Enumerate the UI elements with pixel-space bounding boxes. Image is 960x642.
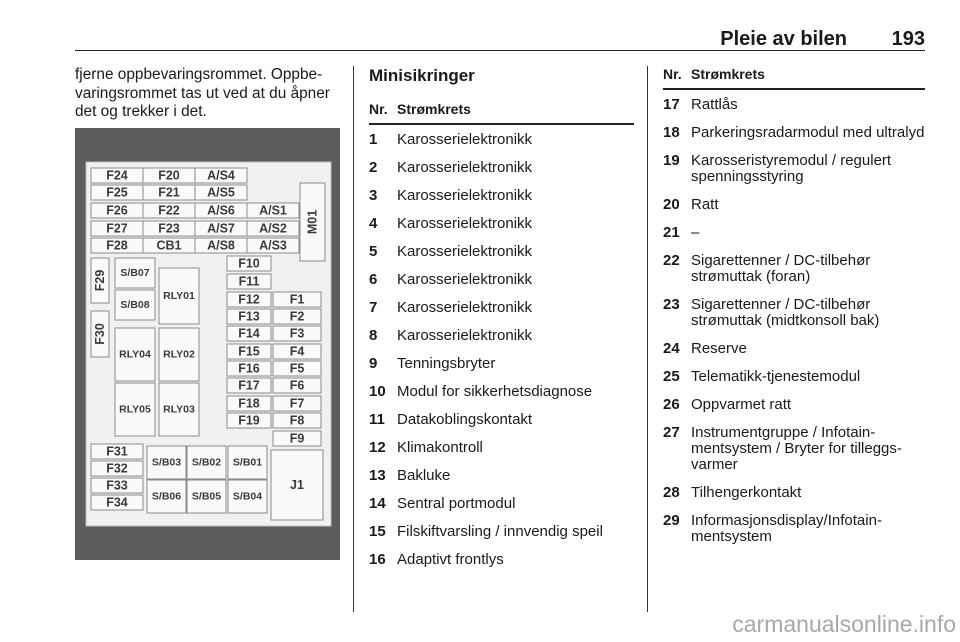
table-row bbox=[369, 412, 634, 428]
table-row bbox=[369, 440, 634, 456]
fuse-label: RLY01 bbox=[163, 290, 195, 302]
table-row bbox=[663, 153, 925, 185]
fuse-label: F13 bbox=[238, 309, 260, 324]
fuse-label: S/B02 bbox=[191, 456, 222, 469]
fuse-label: F33 bbox=[106, 478, 128, 493]
table-row bbox=[369, 188, 634, 204]
row-number: 6 bbox=[369, 271, 378, 288]
fuse-label: A/S6 bbox=[207, 203, 235, 218]
row-number: 14 bbox=[369, 495, 386, 512]
row-circuit: Karosserielektronikk bbox=[397, 327, 533, 344]
fuse-label: S/B03 bbox=[151, 456, 182, 469]
header-nr: Nr. bbox=[369, 101, 388, 117]
table-row bbox=[369, 132, 634, 148]
table-header bbox=[663, 66, 925, 90]
fuse-f2 bbox=[273, 309, 321, 324]
fuse-f19 bbox=[227, 413, 271, 428]
row-circuit: Modul for sikkerhetsdiagnose bbox=[397, 383, 593, 400]
fuse-f32 bbox=[91, 461, 143, 476]
fuse-sb08 bbox=[115, 290, 155, 320]
fuse-label: F4 bbox=[289, 344, 305, 359]
table-row bbox=[663, 253, 925, 285]
table-row bbox=[369, 496, 634, 512]
fuse-label: S/B01 bbox=[232, 456, 263, 469]
row-number: 1 bbox=[369, 131, 378, 148]
row-circuit: Informasjonsdisplay/Infotainmentsystem bbox=[691, 512, 882, 545]
fuse-label: RLY02 bbox=[163, 348, 195, 361]
fuse-as6 bbox=[195, 203, 247, 218]
row-number: 7 bbox=[369, 299, 378, 316]
fuse-sb06 bbox=[147, 480, 186, 513]
header-nr: Nr. bbox=[663, 66, 682, 82]
fuse-f25 bbox=[91, 185, 143, 200]
fuse-label: F26 bbox=[106, 203, 128, 218]
table-row bbox=[369, 272, 634, 288]
row-number: 20 bbox=[663, 196, 680, 213]
row-number: 9 bbox=[369, 355, 378, 372]
row-circuit: Sigarettenner / DC-tilbehør strømuttak (midtkonsoll bak) bbox=[691, 296, 880, 329]
fuse-label: F16 bbox=[238, 361, 260, 376]
fuse-sb03 bbox=[147, 446, 186, 479]
row-circuit: Rattlås bbox=[691, 96, 738, 113]
fuse-label: F29 bbox=[93, 269, 107, 292]
table-row bbox=[663, 97, 925, 113]
fuse-label: F15 bbox=[238, 344, 260, 359]
table-row bbox=[663, 125, 925, 141]
fuse-label: A/S8 bbox=[207, 238, 235, 253]
row-circuit: Reserve bbox=[691, 340, 747, 357]
fuse-label: F19 bbox=[238, 413, 260, 428]
fuse-sb07 bbox=[115, 258, 155, 288]
page-title: Pleie av bilen bbox=[720, 28, 847, 50]
row-number: 19 bbox=[663, 152, 680, 169]
row-circuit: Karosseristyremodul / regulert spenningsstyring bbox=[691, 152, 892, 185]
fuse-f1 bbox=[273, 292, 321, 307]
row-circuit: Karosserielektronikk bbox=[397, 215, 533, 232]
fuse-f4 bbox=[273, 344, 321, 359]
fuse-f6 bbox=[273, 378, 321, 393]
fuse-rly01 bbox=[159, 268, 199, 324]
fuse-table-left bbox=[369, 66, 634, 580]
intro-paragraph: fjerne oppbevaringsrommet. Oppbevaringsrommet tas ut ved at du åpner det og trekker i det. bbox=[75, 66, 330, 120]
row-number: 15 bbox=[369, 523, 386, 540]
fuse-label: A/S2 bbox=[259, 221, 287, 236]
fuse-as2 bbox=[247, 221, 299, 236]
fuse-sb01 bbox=[228, 446, 267, 479]
fuse-f34 bbox=[91, 495, 143, 510]
fuse-f28 bbox=[91, 238, 143, 253]
table-row bbox=[369, 524, 634, 540]
row-number: 25 bbox=[663, 368, 680, 385]
fuse-j1 bbox=[271, 450, 323, 520]
fuse-label: RLY05 bbox=[119, 403, 151, 416]
fuse-label: F2 bbox=[289, 309, 305, 324]
fuse-f17 bbox=[227, 378, 271, 393]
row-number: 8 bbox=[369, 327, 378, 344]
fuse-label: F9 bbox=[289, 431, 305, 446]
fuse-sb02 bbox=[187, 446, 226, 479]
table-row bbox=[369, 328, 634, 344]
row-number: 18 bbox=[663, 124, 680, 141]
fuse-label: F12 bbox=[238, 292, 260, 307]
fuse-label: J1 bbox=[290, 478, 304, 492]
fuse-label: F7 bbox=[289, 396, 305, 411]
table-row bbox=[369, 356, 634, 372]
fuse-label: F8 bbox=[289, 413, 305, 428]
fuse-f9 bbox=[273, 431, 321, 446]
fuse-label: F17 bbox=[238, 378, 260, 393]
fuse-rly04 bbox=[115, 328, 155, 381]
table-row bbox=[369, 552, 634, 568]
table-row bbox=[369, 300, 634, 316]
fuse-f16 bbox=[227, 361, 271, 376]
fuse-label: F20 bbox=[158, 168, 180, 183]
fuse-rly05 bbox=[115, 383, 155, 436]
fuse-label: F34 bbox=[106, 495, 128, 510]
fuse-f5 bbox=[273, 361, 321, 376]
header-circuit: Strømkrets bbox=[397, 101, 471, 117]
fuse-label: A/S1 bbox=[259, 203, 287, 218]
row-circuit: Datakoblingskontakt bbox=[397, 411, 533, 428]
fuse-f15 bbox=[227, 344, 271, 359]
table-row bbox=[369, 244, 634, 260]
fuse-f31 bbox=[91, 444, 143, 459]
row-number: 21 bbox=[663, 224, 680, 241]
row-number: 5 bbox=[369, 243, 378, 260]
fuse-label: S/B05 bbox=[191, 490, 222, 503]
row-circuit: Sentral portmodul bbox=[397, 495, 516, 512]
column-divider bbox=[647, 66, 648, 612]
row-circuit: Telematikk-tjenestemodul bbox=[691, 368, 861, 385]
row-circuit: Tilhengerkontakt bbox=[691, 484, 802, 501]
fuse-label: F24 bbox=[106, 168, 128, 183]
fuse-f14 bbox=[227, 326, 271, 341]
fuse-sb04 bbox=[228, 480, 267, 513]
table-row bbox=[663, 369, 925, 385]
fuse-label: F1 bbox=[289, 292, 305, 307]
table-row bbox=[663, 297, 925, 329]
fuse-sb05 bbox=[187, 480, 226, 513]
row-circuit: Parkeringsradarmodul med ultralyd bbox=[691, 124, 925, 141]
row-circuit: Karosserielektronikk bbox=[397, 159, 533, 176]
header-circuit: Strømkrets bbox=[691, 66, 765, 82]
row-number: 11 bbox=[369, 411, 385, 428]
table-row bbox=[369, 216, 634, 232]
row-number: 23 bbox=[663, 296, 680, 313]
fuse-label: S/B07 bbox=[120, 267, 150, 279]
row-circuit: Klimakontroll bbox=[397, 439, 483, 456]
fusebox-svg bbox=[75, 128, 340, 560]
row-number: 28 bbox=[663, 484, 680, 501]
row-circuit: Ratt bbox=[691, 196, 719, 213]
row-circuit: Adaptivt frontlys bbox=[397, 551, 504, 568]
fuse-f7 bbox=[273, 396, 321, 411]
fuse-f30 bbox=[91, 311, 109, 357]
fuse-label: F28 bbox=[106, 238, 128, 253]
fuse-label: M01 bbox=[305, 209, 320, 235]
fuse-label: RLY03 bbox=[163, 403, 195, 416]
fuse-f23 bbox=[143, 221, 195, 236]
fuse-f24 bbox=[91, 168, 143, 183]
fuse-f27 bbox=[91, 221, 143, 236]
fuse-label: CB1 bbox=[156, 238, 182, 253]
table-row bbox=[369, 468, 634, 484]
fuse-as4 bbox=[195, 168, 247, 183]
table-row bbox=[369, 384, 634, 400]
row-number: 4 bbox=[369, 215, 378, 232]
fuse-label: A/S3 bbox=[259, 238, 287, 253]
row-number: 2 bbox=[369, 159, 378, 176]
fuse-f18 bbox=[227, 396, 271, 411]
fuse-label: F30 bbox=[93, 323, 107, 345]
row-circuit: Oppvarmet ratt bbox=[691, 396, 792, 413]
table-row bbox=[663, 341, 925, 357]
table-header bbox=[369, 101, 634, 125]
row-number: 27 bbox=[663, 424, 680, 441]
fuse-label: F22 bbox=[158, 203, 180, 218]
row-circuit: Instrumentgruppe / Infotainmentsystem / Bryter for tilleggsvarmer bbox=[691, 424, 902, 473]
fuse-label: F18 bbox=[238, 396, 260, 411]
fuse-m01 bbox=[300, 183, 325, 261]
fuse-as3 bbox=[247, 238, 299, 253]
fuse-label: RLY04 bbox=[119, 348, 151, 361]
fuse-table-right bbox=[663, 66, 925, 557]
fuse-label: F3 bbox=[289, 326, 305, 341]
table-row bbox=[663, 397, 925, 413]
fuse-label: S/B04 bbox=[232, 490, 263, 503]
fuse-label: F5 bbox=[289, 361, 305, 376]
row-circuit: Bakluke bbox=[397, 467, 451, 484]
row-circuit: Karosserielektronikk bbox=[397, 299, 533, 316]
row-circuit: Karosserielektronikk bbox=[397, 131, 533, 148]
table-row bbox=[663, 197, 925, 213]
row-number: 26 bbox=[663, 396, 680, 413]
fuse-f8 bbox=[273, 413, 321, 428]
fuse-label: F31 bbox=[106, 444, 128, 459]
fuse-label: F27 bbox=[106, 221, 128, 236]
row-number: 22 bbox=[663, 252, 680, 269]
row-circuit: – bbox=[691, 224, 700, 241]
row-circuit: Karosserielektronikk bbox=[397, 243, 533, 260]
table-row bbox=[663, 225, 925, 241]
fuse-cb1 bbox=[143, 238, 195, 253]
page-number: 193 bbox=[891, 28, 925, 50]
fusebox-diagram bbox=[75, 128, 340, 560]
fuse-f26 bbox=[91, 203, 143, 218]
fuse-label: A/S5 bbox=[207, 185, 235, 200]
fuse-label: S/B08 bbox=[120, 299, 150, 311]
fuse-label: F32 bbox=[106, 461, 128, 476]
fuse-label: F14 bbox=[238, 326, 260, 341]
table-row bbox=[369, 160, 634, 176]
column-divider bbox=[353, 66, 354, 612]
fuse-as1 bbox=[247, 203, 299, 218]
fuse-label: S/B06 bbox=[151, 490, 182, 503]
row-number: 24 bbox=[663, 340, 680, 357]
row-number: 29 bbox=[663, 512, 680, 529]
fuse-f11 bbox=[227, 274, 271, 289]
fuse-f3 bbox=[273, 326, 321, 341]
table-row bbox=[663, 485, 925, 501]
fuse-as7 bbox=[195, 221, 247, 236]
row-number: 13 bbox=[369, 467, 386, 484]
fuse-rly02 bbox=[159, 328, 199, 381]
fuse-f10 bbox=[227, 256, 271, 271]
row-circuit: Filskiftvarsling / innvendig speil bbox=[397, 523, 603, 540]
fuse-label: F11 bbox=[238, 274, 260, 289]
fuse-f33 bbox=[91, 478, 143, 493]
section-title: Minisikringer bbox=[369, 66, 475, 85]
fuse-label: F10 bbox=[238, 256, 260, 271]
fuse-label: A/S7 bbox=[207, 221, 235, 236]
row-number: 16 bbox=[369, 551, 386, 568]
fuse-label: F21 bbox=[158, 185, 180, 200]
fuse-f21 bbox=[143, 185, 195, 200]
fuse-f20 bbox=[143, 168, 195, 183]
fuse-f22 bbox=[143, 203, 195, 218]
fuse-f13 bbox=[227, 309, 271, 324]
fuse-label: A/S4 bbox=[207, 168, 235, 183]
fuse-as8 bbox=[195, 238, 247, 253]
fuse-as5 bbox=[195, 185, 247, 200]
row-circuit: Karosserielektronikk bbox=[397, 271, 533, 288]
page-header bbox=[75, 24, 925, 51]
row-number: 12 bbox=[369, 439, 386, 456]
fuse-label: F23 bbox=[158, 221, 180, 236]
fuse-label: F25 bbox=[106, 185, 128, 200]
fuse-label: F6 bbox=[289, 378, 305, 393]
row-number: 3 bbox=[369, 187, 378, 204]
table-row bbox=[663, 513, 925, 545]
row-number: 10 bbox=[369, 383, 386, 400]
table-row bbox=[663, 425, 925, 473]
row-circuit: Sigarettenner / DC-tilbehør strømuttak (foran) bbox=[691, 252, 871, 285]
row-circuit: Tenningsbryter bbox=[397, 355, 496, 372]
row-number: 17 bbox=[663, 96, 680, 113]
watermark: carmanualsonline.info bbox=[732, 611, 956, 637]
fuse-rly03 bbox=[159, 383, 199, 436]
fuse-f12 bbox=[227, 292, 271, 307]
row-circuit: Karosserielektronikk bbox=[397, 187, 533, 204]
fuse-f29 bbox=[91, 258, 109, 303]
